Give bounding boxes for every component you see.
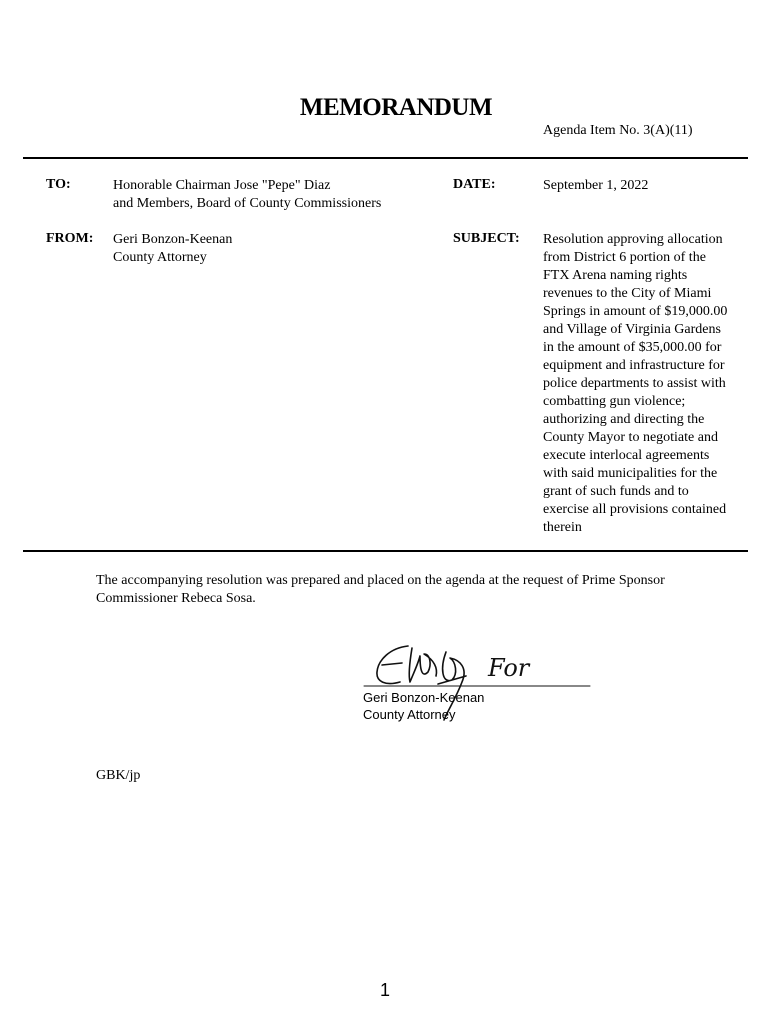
subject-line: in the amount of $35,000.00 for bbox=[543, 340, 722, 355]
subject-line: and Village of Virginia Gardens bbox=[543, 322, 721, 337]
signature-initial-stroke bbox=[377, 646, 408, 684]
subject-line: Resolution approving allocation bbox=[543, 232, 723, 247]
subject-line: revenues to the City of Miami bbox=[543, 286, 712, 301]
signature-block bbox=[363, 689, 484, 723]
subject-line: grant of such funds and to bbox=[543, 484, 689, 499]
subject-line: with said municipalities for the bbox=[543, 466, 718, 481]
from-label: FROM: bbox=[46, 231, 94, 246]
subject-line: execute interlocal agreements bbox=[543, 448, 710, 463]
to-line-1: Honorable Chairman Jose "Pepe" Diaz bbox=[113, 178, 331, 193]
subject-line: exercise all provisions contained bbox=[543, 502, 727, 517]
subject-text bbox=[543, 231, 747, 537]
subject-line: FTX Arena naming rights bbox=[543, 268, 688, 283]
signer-name: Geri Bonzon-Keenan bbox=[363, 690, 485, 705]
subject-line: police departments to assist with bbox=[543, 376, 726, 391]
from-sender bbox=[113, 231, 433, 267]
to-line-2: and Members, Board of County Commissioners bbox=[113, 196, 382, 211]
memo-body bbox=[96, 572, 736, 608]
subject-label: SUBJECT: bbox=[453, 231, 520, 246]
signature-loop-stroke bbox=[409, 648, 436, 682]
date-label: DATE: bbox=[453, 177, 496, 192]
subject-line: therein bbox=[543, 520, 582, 535]
memo-title: MEMORANDUM bbox=[299, 94, 493, 121]
to-label: TO: bbox=[46, 177, 71, 192]
date-value: September 1, 2022 bbox=[543, 178, 649, 193]
subject-line: from District 6 portion of the bbox=[543, 250, 706, 265]
body-line-1: The accompanying resolution was prepared and placed on the agenda at the request of Prime Sponsor bbox=[96, 573, 665, 588]
subject-line: authorizing and directing the bbox=[543, 412, 705, 427]
subject-line: combatting gun violence; bbox=[543, 394, 686, 409]
signer-title: County Attorney bbox=[363, 707, 456, 722]
from-line-2: County Attorney bbox=[113, 250, 207, 265]
signature-for-text: For bbox=[488, 654, 530, 682]
top-divider bbox=[23, 157, 748, 159]
page-number: 1 bbox=[379, 980, 390, 1000]
subject-line: equipment and infrastructure for bbox=[543, 358, 725, 373]
typist-initials: GBK/jp bbox=[96, 768, 141, 783]
subject-line: County Mayor to negotiate and bbox=[543, 430, 718, 445]
bottom-divider bbox=[23, 550, 748, 552]
agenda-item-number: Agenda Item No. 3(A)(11) bbox=[543, 123, 693, 138]
to-recipient bbox=[113, 177, 433, 213]
subject-line: Springs in amount of $19,000.00 bbox=[543, 304, 728, 319]
from-line-1: Geri Bonzon-Keenan bbox=[113, 232, 233, 247]
body-line-2: Commissioner Rebeca Sosa. bbox=[96, 591, 256, 606]
